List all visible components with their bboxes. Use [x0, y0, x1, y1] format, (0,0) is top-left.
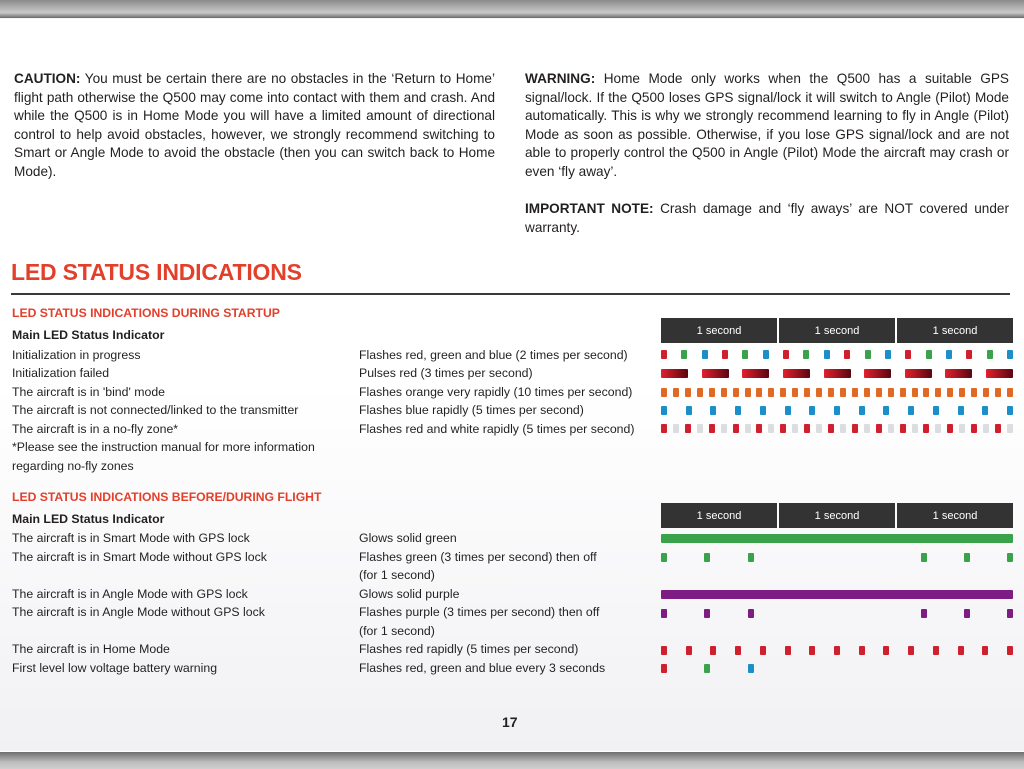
startup-row-desc: Flashes red, green and blue (2 times per second) [359, 348, 628, 362]
led-flash [763, 350, 769, 359]
led-flash [686, 646, 692, 655]
led-flash [921, 609, 927, 618]
led-pattern-red-white [661, 424, 1013, 434]
led-flash [824, 350, 830, 359]
led-pattern-solid-purple [661, 590, 1013, 600]
led-flash [792, 424, 798, 433]
led-flash [828, 388, 834, 397]
led-flash [697, 388, 703, 397]
led-flash [661, 609, 667, 618]
led-flash [722, 350, 728, 359]
led-flash [661, 350, 667, 359]
led-flash [756, 388, 762, 397]
led-flash [681, 350, 687, 359]
led-flash [661, 646, 667, 655]
led-flash [840, 424, 846, 433]
led-flash [673, 424, 679, 433]
flight-row-desc: Flashes green (3 times per second) then off [359, 550, 597, 564]
important-note-paragraph [525, 200, 1009, 237]
led-flash [804, 424, 810, 433]
warning-label: WARNING: [525, 71, 596, 86]
led-flash [900, 388, 906, 397]
led-flash [710, 406, 716, 415]
flight-row-label: The aircraft is in Smart Mode without GPS lock [12, 550, 267, 564]
led-solid [661, 534, 1013, 543]
important-note-label: IMPORTANT NOTE: [525, 201, 654, 216]
led-flash [756, 424, 762, 433]
led-flash [987, 350, 993, 359]
led-flash [792, 388, 798, 397]
led-flash [964, 609, 970, 618]
startup-row-desc: Flashes orange very rapidly (10 times per second) [359, 385, 633, 399]
startup-row-label: Initialization in progress [12, 348, 141, 362]
led-pulse [824, 369, 851, 378]
flight-row-label: First level low voltage battery warning [12, 661, 218, 675]
led-flash [885, 350, 891, 359]
led-pulse [742, 369, 769, 378]
led-flash [804, 388, 810, 397]
led-flash [840, 388, 846, 397]
led-flash [935, 424, 941, 433]
led-flash [709, 388, 715, 397]
led-pulse [702, 369, 729, 378]
led-flash [742, 350, 748, 359]
flight-row-desc: Flashes purple (3 times per second) then off [359, 605, 600, 619]
caution-paragraph [14, 70, 495, 182]
led-flash [933, 646, 939, 655]
led-pattern-orange [661, 388, 1013, 398]
flight-timeline-header [661, 503, 1013, 528]
startup-row-label: Initialization failed [12, 366, 110, 380]
led-flash [900, 424, 906, 433]
led-flash [844, 350, 850, 359]
led-flash [908, 406, 914, 415]
led-flash [709, 424, 715, 433]
footnote: regarding no-fly zones [12, 459, 134, 473]
led-flash [661, 424, 667, 433]
startup-subtitle: LED STATUS INDICATIONS DURING STARTUP [12, 306, 280, 320]
important-note-text: Crash damage and ‘fly aways’ are NOT covered under warranty. [525, 201, 1009, 235]
led-flash [864, 388, 870, 397]
led-solid [661, 590, 1013, 599]
led-flash [982, 646, 988, 655]
led-pattern-blue [661, 406, 1013, 416]
timeline-second: 1 second [897, 503, 1013, 528]
startup-row-desc: Flashes blue rapidly (5 times per second) [359, 403, 584, 417]
led-flash [1007, 553, 1013, 562]
led-flash [958, 646, 964, 655]
led-flash [923, 388, 929, 397]
viewer-frame-bottom [0, 751, 1024, 769]
led-pulse [945, 369, 972, 378]
led-flash [971, 388, 977, 397]
led-flash [748, 664, 754, 673]
viewer-frame-top [0, 0, 1024, 18]
led-pattern-rgb-2ps [661, 350, 1013, 360]
led-flash [876, 424, 882, 433]
led-flash [865, 350, 871, 359]
led-flash [852, 424, 858, 433]
led-flash [946, 350, 952, 359]
flight-row-label: The aircraft is in Angle Mode without GPS lock [12, 605, 265, 619]
title-divider [11, 293, 1010, 295]
led-flash [780, 424, 786, 433]
led-flash [905, 350, 911, 359]
flight-row-label: The aircraft is in Angle Mode with GPS lock [12, 587, 248, 601]
flight-block-head: Main LED Status Indicator [12, 512, 165, 526]
led-flash [933, 406, 939, 415]
led-flash [768, 388, 774, 397]
flight-row-desc-cont: (for 1 second) [359, 624, 435, 638]
led-pattern-red-flash [661, 646, 1013, 656]
led-flash [685, 424, 691, 433]
led-flash [760, 646, 766, 655]
led-flash [966, 350, 972, 359]
led-flash [852, 388, 858, 397]
led-flash [921, 553, 927, 562]
led-flash [971, 424, 977, 433]
led-flash [745, 424, 751, 433]
led-flash [704, 553, 710, 562]
led-flash [816, 424, 822, 433]
led-flash [1007, 424, 1013, 433]
startup-row-desc: Flashes red and white rapidly (5 times per second) [359, 422, 635, 436]
led-flash [964, 553, 970, 562]
led-flash [768, 424, 774, 433]
warning-paragraph [525, 70, 1009, 182]
page-number: 17 [502, 714, 518, 730]
led-flash [735, 406, 741, 415]
startup-row-label: The aircraft is in a no-fly zone* [12, 422, 179, 436]
led-pulse [783, 369, 810, 378]
led-pattern-purple-flash [661, 609, 1013, 619]
led-flash [748, 553, 754, 562]
led-flash [760, 406, 766, 415]
led-flash [733, 388, 739, 397]
led-flash [733, 424, 739, 433]
led-flash [859, 406, 865, 415]
led-flash [834, 646, 840, 655]
led-flash [780, 388, 786, 397]
led-flash [888, 424, 894, 433]
led-flash [1007, 646, 1013, 655]
led-flash [661, 664, 667, 673]
led-flash [947, 388, 953, 397]
led-flash [995, 424, 1001, 433]
led-flash [959, 388, 965, 397]
led-flash [785, 406, 791, 415]
led-flash [959, 424, 965, 433]
led-flash [864, 424, 870, 433]
led-flash [809, 646, 815, 655]
led-flash [721, 388, 727, 397]
flight-row-desc: Glows solid purple [359, 587, 460, 601]
startup-block-head: Main LED Status Indicator [12, 328, 165, 342]
led-flash [745, 388, 751, 397]
led-flash [721, 424, 727, 433]
led-flash [702, 350, 708, 359]
led-pattern-solid-green [661, 534, 1013, 544]
led-flash [661, 553, 667, 562]
led-flash [686, 406, 692, 415]
led-flash [859, 646, 865, 655]
led-flash [710, 646, 716, 655]
flight-row-label: The aircraft is in Home Mode [12, 642, 170, 656]
footnote: *Please see the instruction manual for more information [12, 440, 315, 454]
led-flash [883, 646, 889, 655]
led-flash [697, 424, 703, 433]
caution-text: You must be certain there are no obstacles in the ‘Return to Home’ flight path otherwise the Q500 may come into contact with them and crash. And while the Q500 is in Home Mode you will have a limited amount of directional control to help avoid obstacles, however, we strongly recommend switching to Smart or Angle Mode to avoid the obstacle (then you can switch back to Home Mode). [14, 71, 495, 179]
led-flash [685, 388, 691, 397]
led-pulse [864, 369, 891, 378]
led-flash [883, 406, 889, 415]
led-flash [816, 388, 822, 397]
led-flash [912, 388, 918, 397]
timeline-second: 1 second [661, 503, 777, 528]
warning-text: Home Mode only works when the Q500 has a suitable GPS signal/lock. If the Q500 loses GPS signal/lock it will switch to Angle (Pilot) Mode automatically. This is why we strongly recommend learning to fly in Angle (Pilot) Mode as soon as possible. Otherwise, if you lose GPS signal/lock and are not able to properly control the Q500 in Angle (Pilot) Mode the aircraft may crash or even ‘fly away’. [525, 71, 1009, 179]
led-flash [834, 406, 840, 415]
led-flash [1007, 609, 1013, 618]
flight-row-desc: Flashes red rapidly (5 times per second) [359, 642, 579, 656]
led-flash [803, 350, 809, 359]
led-flash [926, 350, 932, 359]
flight-row-label: The aircraft is in Smart Mode with GPS lock [12, 531, 250, 545]
manual-page [0, 19, 1024, 751]
caution-label: CAUTION: [14, 71, 81, 86]
led-pattern-rgb-3s [661, 664, 1013, 674]
led-flash [809, 406, 815, 415]
flight-row-desc: Flashes red, green and blue every 3 seconds [359, 661, 606, 675]
startup-row-label: The aircraft is not connected/linked to the transmitter [12, 403, 299, 417]
led-flash [908, 646, 914, 655]
led-flash [995, 388, 1001, 397]
led-flash [673, 388, 679, 397]
led-flash [876, 388, 882, 397]
timeline-second: 1 second [779, 318, 895, 343]
led-flash [704, 664, 710, 673]
led-flash [983, 424, 989, 433]
led-flash [661, 406, 667, 415]
startup-row-desc: Pulses red (3 times per second) [359, 366, 533, 380]
led-flash [661, 388, 667, 397]
led-flash [935, 388, 941, 397]
led-flash [923, 424, 929, 433]
led-flash [982, 406, 988, 415]
section-title: LED STATUS INDICATIONS [11, 259, 302, 285]
led-flash [1007, 406, 1013, 415]
led-pulse [986, 369, 1013, 378]
led-pulse [661, 369, 688, 378]
led-flash [828, 424, 834, 433]
led-flash [785, 646, 791, 655]
led-flash [748, 609, 754, 618]
startup-timeline-header [661, 318, 1013, 343]
led-flash [888, 388, 894, 397]
led-flash [912, 424, 918, 433]
flight-row-desc: Glows solid green [359, 531, 457, 545]
led-flash [1007, 388, 1013, 397]
timeline-second: 1 second [897, 318, 1013, 343]
led-pulse [905, 369, 932, 378]
led-flash [983, 388, 989, 397]
led-flash [958, 406, 964, 415]
led-flash [735, 646, 741, 655]
led-pattern-green-flash [661, 553, 1013, 563]
led-flash [783, 350, 789, 359]
startup-row-label: The aircraft is in 'bind' mode [12, 385, 166, 399]
timeline-second: 1 second [661, 318, 777, 343]
flight-subtitle: LED STATUS INDICATIONS BEFORE/DURING FLIGHT [12, 490, 322, 504]
led-pattern-pulse-red [661, 369, 1013, 379]
timeline-second: 1 second [779, 503, 895, 528]
led-flash [704, 609, 710, 618]
flight-row-desc-cont: (for 1 second) [359, 568, 435, 582]
led-flash [947, 424, 953, 433]
led-flash [1007, 350, 1013, 359]
